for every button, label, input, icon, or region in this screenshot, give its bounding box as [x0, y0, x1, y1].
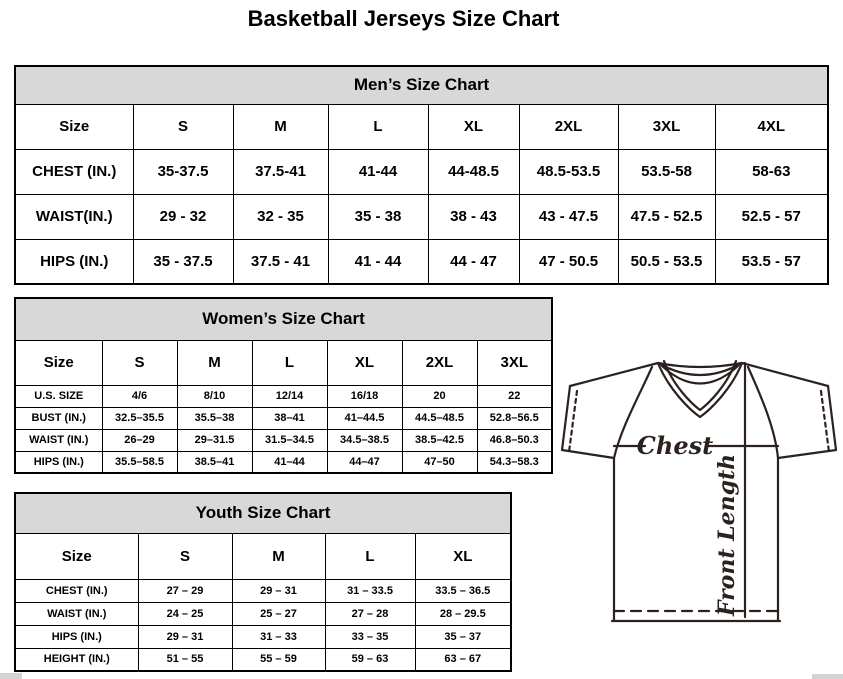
table-row	[15, 66, 828, 104]
table-cell: 54.3–58.3	[477, 451, 552, 473]
table-cell: 41–44	[252, 451, 327, 473]
front-length-label: Front Length	[714, 453, 740, 617]
corner-artifact-right	[812, 674, 843, 679]
table-cell: 52.5 - 57	[715, 194, 828, 239]
table-cell: 25 – 27	[232, 602, 325, 625]
table-row	[15, 194, 828, 239]
table-cell: 29 – 31	[138, 625, 232, 648]
column-header: XL	[327, 340, 402, 385]
column-header: Size	[15, 340, 102, 385]
page-title: Basketball Jerseys Size Chart	[247, 6, 560, 31]
row-label: BUST (IN.)	[15, 407, 102, 429]
table-cell: 41–44.5	[327, 407, 402, 429]
row-label: U.S. SIZE	[15, 385, 102, 407]
table-cell: 53.5 - 57	[715, 239, 828, 284]
table-cell: 27 – 28	[325, 602, 415, 625]
table-row	[15, 298, 552, 340]
table-cell: 29 – 31	[232, 579, 325, 602]
table-cell: 29 - 32	[133, 194, 233, 239]
jersey-armhole-right	[748, 367, 778, 458]
table-cell: 50.5 - 53.5	[618, 239, 715, 284]
table-cell: 38 - 43	[428, 194, 519, 239]
column-header: L	[328, 104, 428, 149]
table-row	[15, 407, 552, 429]
youth-size-chart-table	[14, 492, 512, 672]
table-cell: 29–31.5	[177, 429, 252, 451]
table-row	[15, 385, 552, 407]
table-cell: 31.5–34.5	[252, 429, 327, 451]
table-cell: 4/6	[102, 385, 177, 407]
table-cell: 27 – 29	[138, 579, 232, 602]
table-cell: 35 – 37	[415, 625, 511, 648]
row-label: HIPS (IN.)	[15, 451, 102, 473]
row-label: WAIST (IN.)	[15, 602, 138, 625]
column-header: 2XL	[519, 104, 618, 149]
table-cell: 51 – 55	[138, 648, 232, 671]
row-label: HIPS (IN.)	[15, 239, 133, 284]
table-cell: 58-63	[715, 149, 828, 194]
table-cell: 16/18	[327, 385, 402, 407]
row-label: CHEST (IN.)	[15, 579, 138, 602]
table-row	[15, 340, 552, 385]
table-cell: 37.5 - 41	[233, 239, 328, 284]
table-cell: 41 - 44	[328, 239, 428, 284]
table-cell: 55 – 59	[232, 648, 325, 671]
table-row	[15, 104, 828, 149]
table-cell: 63 – 67	[415, 648, 511, 671]
table-cell: 38.5–42.5	[402, 429, 477, 451]
table-cell: 44-48.5	[428, 149, 519, 194]
table-cell: 35.5–58.5	[102, 451, 177, 473]
table-row	[15, 648, 511, 671]
table-row	[15, 239, 828, 284]
table-cell: 28 – 29.5	[415, 602, 511, 625]
table-cell: 20	[402, 385, 477, 407]
table-cell: 33 – 35	[325, 625, 415, 648]
table-cell: 35.5–38	[177, 407, 252, 429]
column-header: 3XL	[618, 104, 715, 149]
table-cell: 59 – 63	[325, 648, 415, 671]
table-cell: 33.5 – 36.5	[415, 579, 511, 602]
table-row	[15, 579, 511, 602]
womens-size-chart-table	[14, 297, 553, 474]
column-header: S	[133, 104, 233, 149]
row-label: CHEST (IN.)	[15, 149, 133, 194]
jersey-vneck-inner	[664, 361, 736, 410]
column-header: XL	[415, 533, 511, 579]
table-cell: 24 – 25	[138, 602, 232, 625]
table-cell: 46.8–50.3	[477, 429, 552, 451]
table-cell: 32.5–35.5	[102, 407, 177, 429]
table-cell: 44–47	[327, 451, 402, 473]
table-cell: 52.8–56.5	[477, 407, 552, 429]
column-header: S	[102, 340, 177, 385]
womens-chart-title: Women’s Size Chart	[15, 298, 552, 340]
row-label: HEIGHT (IN.)	[15, 648, 138, 671]
table-cell: 31 – 33.5	[325, 579, 415, 602]
column-header: Size	[15, 533, 138, 579]
row-label: WAIST(IN.)	[15, 194, 133, 239]
chest-label: Chest	[636, 431, 714, 460]
row-label: WAIST (IN.)	[15, 429, 102, 451]
table-cell: 22	[477, 385, 552, 407]
table-cell: 35 - 38	[328, 194, 428, 239]
jersey-cuff-dash-left	[569, 391, 577, 452]
table-row	[15, 429, 552, 451]
table-row	[15, 493, 511, 533]
column-header: M	[177, 340, 252, 385]
table-row	[15, 533, 511, 579]
table-cell: 48.5-53.5	[519, 149, 618, 194]
mens-chart-title: Men’s Size Chart	[15, 66, 828, 104]
table-cell: 35 - 37.5	[133, 239, 233, 284]
table-cell: 35-37.5	[133, 149, 233, 194]
table-row	[15, 602, 511, 625]
table-cell: 37.5-41	[233, 149, 328, 194]
youth-chart-title: Youth Size Chart	[15, 493, 511, 533]
table-cell: 41-44	[328, 149, 428, 194]
table-cell: 12/14	[252, 385, 327, 407]
column-header: Size	[15, 104, 133, 149]
table-cell: 47.5 - 52.5	[618, 194, 715, 239]
column-header: M	[233, 104, 328, 149]
table-cell: 38.5–41	[177, 451, 252, 473]
column-header: L	[252, 340, 327, 385]
jersey-collar-arc1	[658, 363, 742, 367]
column-header: XL	[428, 104, 519, 149]
table-row	[15, 149, 828, 194]
jersey-diagram	[555, 354, 843, 626]
column-header: 2XL	[402, 340, 477, 385]
table-cell: 47 - 50.5	[519, 239, 618, 284]
table-cell: 38–41	[252, 407, 327, 429]
row-label: HIPS (IN.)	[15, 625, 138, 648]
column-header: M	[232, 533, 325, 579]
table-row	[15, 625, 511, 648]
table-cell: 43 - 47.5	[519, 194, 618, 239]
table-cell: 53.5-58	[618, 149, 715, 194]
table-cell: 31 – 33	[232, 625, 325, 648]
table-cell: 44 - 47	[428, 239, 519, 284]
table-row	[15, 451, 552, 473]
column-header: 4XL	[715, 104, 828, 149]
column-header: L	[325, 533, 415, 579]
jersey-cuff-dash-right	[821, 391, 829, 452]
table-cell: 34.5–38.5	[327, 429, 402, 451]
table-cell: 32 - 35	[233, 194, 328, 239]
table-cell: 47–50	[402, 451, 477, 473]
column-header: 3XL	[477, 340, 552, 385]
mens-size-chart-table	[14, 65, 829, 285]
table-cell: 26–29	[102, 429, 177, 451]
column-header: S	[138, 533, 232, 579]
corner-artifact-left	[0, 673, 22, 679]
table-cell: 44.5–48.5	[402, 407, 477, 429]
table-cell: 8/10	[177, 385, 252, 407]
